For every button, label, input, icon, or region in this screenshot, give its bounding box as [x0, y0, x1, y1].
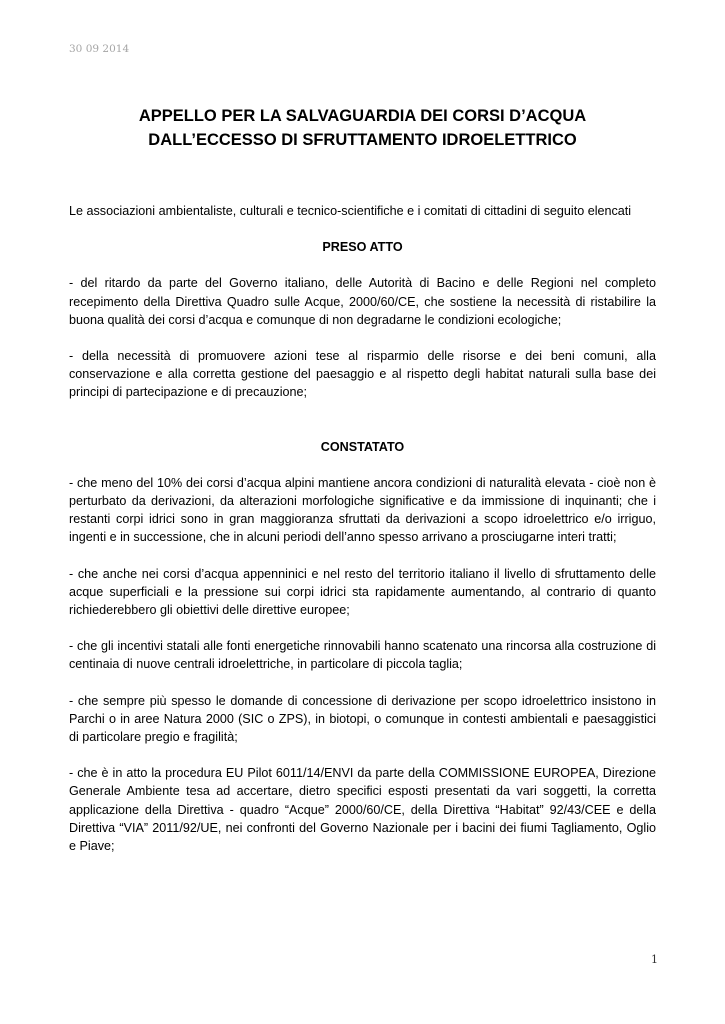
document-title — [60, 104, 665, 152]
section-heading-preso-atto: PRESO ATTO — [322, 240, 403, 255]
paragraph: - che gli incentivi statali alle fonti energetiche rinnovabili hanno scatenato una rincorsa alla costruzione di centinaia di nuove centrali idroelettriche, in particolare di piccola taglia; — [69, 639, 656, 672]
paragraph: - che meno del 10% dei corsi d’acqua alpini mantiene ancora condizioni di naturalità elevata - cioè non è perturbato da derivazioni, da alterazioni morfologiche significative e da immissione di inquinanti; che i restanti corpi idrici sono in gran maggioranza sfruttati da derivazioni a scopo idroelettrico e/o irriguo, ingenti e in successione, che in alcuni periodi dell’anno spesso arrivano a prosciugarne interi tratti; — [69, 475, 656, 545]
paragraph: - della necessità di promuovere azioni tese al risparmio delle risorse e dei beni comuni, alla conservazione e alla corretta gestione del paesaggio e al rispetto degli habitat naturali sulla base dei principi di partecipazione e di precauzione; — [69, 349, 656, 400]
title-line-1: APPELLO PER LA SALVAGUARDIA DEI CORSI D’ACQUA — [138, 107, 587, 125]
paragraph: - che anche nei corsi d’acqua appenninici e nel resto del territorio italiano il livello di sfruttamento delle acque superficiali e la pressione sui corpi idrici sta rapidamente aumentando, al contrario di quanto richiederebbero gli obiettivi delle direttive europee; — [69, 566, 656, 618]
title-line-2: DALL’ECCESSO DI SFRUTTAMENTO IDROELETTRICO — [148, 131, 577, 149]
paragraph: - che sempre più spesso le domande di concessione di derivazione per scopo idroelettrico insistono in Parchi o in aree Natura 2000 (SIC o ZPS), in biotopi, o comunque in contesti ambientali e paesaggistici di particolare pregio e fragilità; — [69, 693, 656, 745]
document-body — [69, 202, 656, 855]
intro-paragraph: Le associazioni ambientaliste, culturali e tecnico-scientifiche e i comitati di cittadini di seguito elencati — [69, 204, 632, 218]
section-heading-constatato: CONSTATATO — [320, 439, 405, 454]
paragraph: - che è in atto la procedura EU Pilot 6011/14/ENVI da parte della COMMISSIONE EUROPEA, Direzione Generale Ambiente tesa ad accertare, dietro specifici esposti presentati da vari soggetti, la corretta applicazione della Direttiva - quadro “Acque” 2000/60/CE, della Direttiva “Habitat” 92/43/CEE e della Direttiva “VIA” 2011/92/UE, nei confronti del Governo Nazionale per i bacini dei fiumi Tagliamento, Oglio e Piave; — [69, 766, 656, 854]
document-date: 30 09 2014 — [69, 43, 130, 55]
page-number: 1 — [651, 953, 658, 966]
paragraph: - del ritardo da parte del Governo italiano, delle Autorità di Bacino e delle Regioni nel completo recepimento della Direttiva Quadro sulle Acque, 2000/60/CE, che sostiene la necessità di ristabilire la buona qualità dei corsi d’acqua e comunque di non degradarne le condizioni ecologiche; — [69, 276, 656, 327]
